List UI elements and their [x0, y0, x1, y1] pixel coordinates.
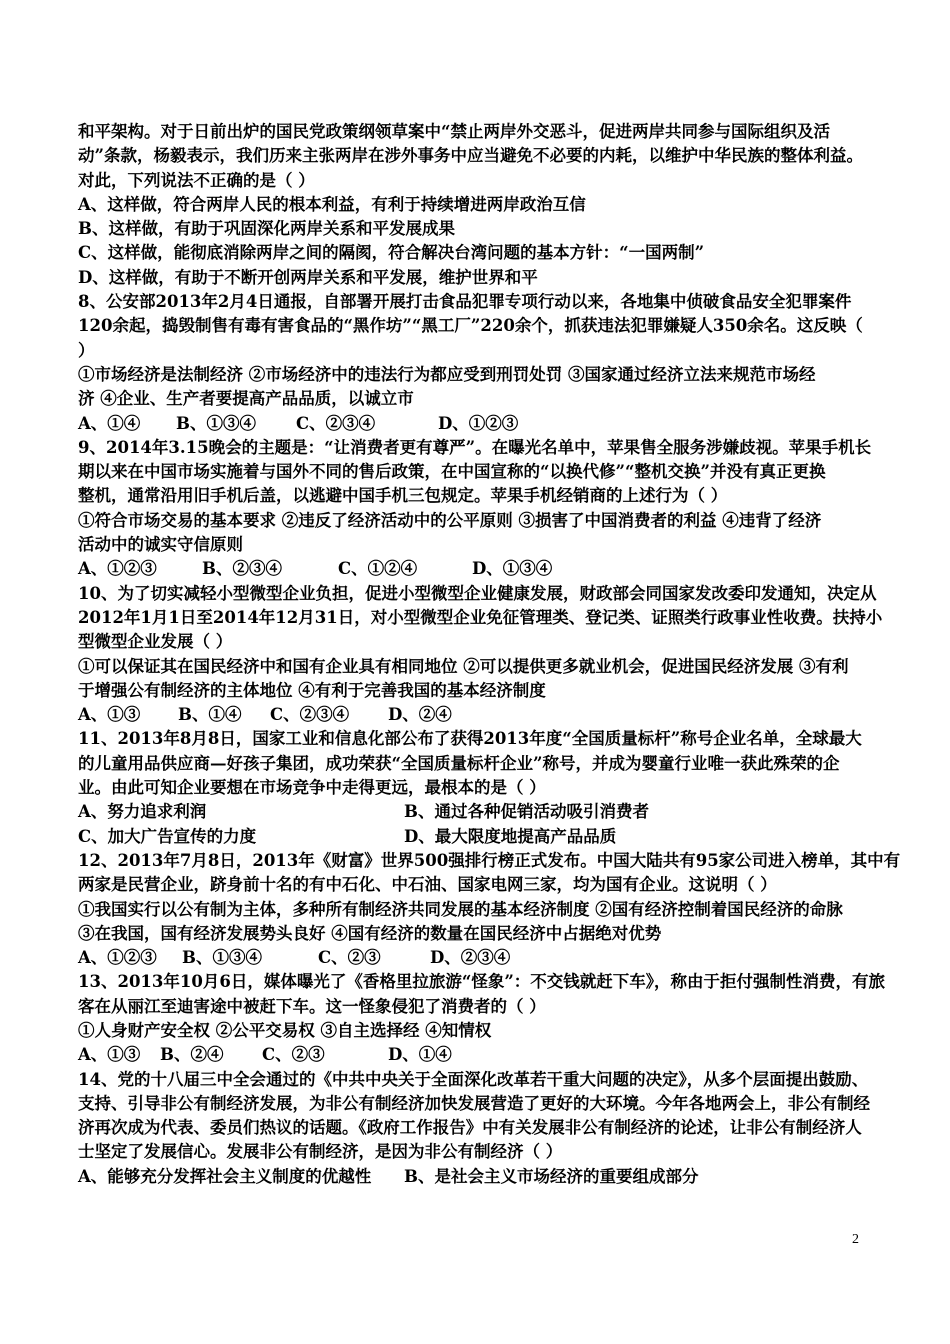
text-line: 动”条款，杨毅表示，我们历来主张两岸在涉外事务中应当避免不必要的内耗，以维护中华民族的整体利益。 [78, 146, 863, 166]
option-d: D、①③④ [472, 559, 553, 579]
statement-line: ①符合市场交易的基本要求 ②违反了经济活动中的公平原则 ③损害了中国消费者的利益 ④违背了经济 [78, 510, 822, 530]
question-line: 济再次成为代表、委员们热议的话题。《政府工作报告》中有关发展非公有制经济的论述，让非公有制经济人 [78, 1118, 862, 1138]
question-body [78, 120, 901, 1189]
question-line: 8、公安部2013年2月4日通报，自部署开展打击食品犯罪专项行动以来，各地集中侦破食品安全犯罪案件 [78, 292, 852, 312]
statement-line: ①市场经济是法制经济 ②市场经济中的违法行为都应受到刑罚处罚 ③国家通过经济立法来规范市场经 [78, 364, 816, 384]
answer-options [78, 1165, 878, 1189]
option-line: D、这样做，有助于不断开创两岸关系和平发展，维护世界和平 [78, 267, 538, 287]
option-a: A、①④ [78, 413, 141, 433]
option-b: B、②③④ [202, 559, 282, 579]
answer-options [78, 557, 878, 581]
option-c: C、②③④ [296, 413, 376, 433]
question-line: 客在从丽江至迪害途中被赶下车。这一怪象侵犯了消费者的（ ） [78, 996, 546, 1016]
option-c: C、②③④ [270, 705, 350, 725]
answer-options [78, 703, 878, 727]
option-d: D、①④ [388, 1045, 452, 1065]
question-line: 两家是民营企业，跻身前十名的有中石化、中石油、国家电网三家，均为国有企业。这说明（ ） [78, 875, 777, 895]
question-line: 的儿童用品供应商—好孩子集团，成功荣获“全国质量标杆企业”称号，并成为婴童行业唯一获此殊荣的企 [78, 753, 840, 773]
question-line: 14、党的十八届三中全会通过的《中共中央关于全面深化改革若干重大问题的决定》，从多个层面提出鼓励、 [78, 1069, 869, 1089]
answer-options [78, 800, 878, 824]
question-line: 支持、引导非公有制经济发展，为非公有制经济加快发展营造了更好的大环境。今年各地两会上，非公有制经 [78, 1093, 870, 1113]
answer-options [78, 825, 878, 849]
page-number: 2 [852, 1232, 859, 1247]
option-c: C、②③ [262, 1045, 325, 1065]
option-b: B、②④ [160, 1045, 224, 1065]
answer-options [78, 412, 878, 436]
option-line: B、这样做，有助于巩固深化两岸关系和平发展成果 [78, 219, 455, 239]
option-a: A、①③ [78, 705, 141, 725]
option-line: A、这样做，符合两岸人民的根本利益，有利于持续增进两岸政治互信 [78, 194, 586, 214]
question-line: 11、2013年8月8日，国家工业和信息化部公布了获得2013年度“全国质量标杆”称号企业名单，全球最大 [78, 729, 862, 749]
statement-line: 济 ④企业、生产者要提高产品品质，以诚立市 [78, 389, 414, 409]
text-line: 对此，下列说法不正确的是（ ） [78, 170, 315, 190]
option-a: A、①②③ [78, 948, 157, 968]
option-b: B、①③④ [182, 948, 262, 968]
option-b: B、①④ [178, 705, 242, 725]
option-d: D、①②③ [438, 413, 519, 433]
option-b: B、通过各种促销活动吸引消费者 [404, 802, 649, 822]
statement-line: ③在我国，国有经济发展势头良好 ④国有经济的数量在国民经济中占据绝对优势 [78, 923, 662, 943]
question-line: 业。由此可知企业要想在市场竞争中走得更远，最根本的是（ ） [78, 778, 546, 798]
question-line: 2012年1月1日至2014年12月31日，对小型微型企业免征管理类、登记类、证照类行政事业性收费。扶持小 [78, 607, 883, 627]
question-line: 13、2013年10月6日，媒体曝光了《香格里拉旅游“怪象”：不交钱就赶下车》，称由于拒付强制性消费，有旅 [78, 972, 886, 992]
option-c: C、①②④ [338, 559, 418, 579]
answer-options [78, 1043, 878, 1067]
question-line: 10、为了切实减轻小型微型企业负担，促进小型微型企业健康发展，财政部会同国家发改委印发通知，决定从 [78, 583, 877, 603]
question-line: 整机，通常沿用旧手机后盖，以逃避中国手机三包规定。苹果手机经销商的上述行为（ ） [78, 486, 728, 506]
option-d: D、最大限度地提高产品品质 [404, 826, 617, 846]
question-line: ） [78, 340, 95, 360]
option-d: D、②④ [388, 705, 452, 725]
option-a: A、努力追求利润 [78, 802, 207, 822]
statement-line: ①人身财产安全权 ②公平交易权 ③自主选择经 ④知情权 [78, 1020, 492, 1040]
answer-options [78, 946, 878, 970]
question-line: 120余起，捣毁制售有毒有害食品的“黑作坊”“黑工厂”220余个，抓获违法犯罪嫌疑人350余名。这反映（ [78, 316, 863, 336]
question-line: 9、2014年3.15晚会的主题是：“让消费者更有尊严”。在曝光名单中，苹果售全服务涉嫌歧视。苹果手机长 [78, 437, 872, 457]
question-line: 期以来在中国市场实施着与国外不同的售后政策，在中国宣称的“以换代修”“整机交换”并没有真正更换 [78, 462, 826, 482]
option-d: D、②③④ [430, 948, 511, 968]
question-line: 士坚定了发展信心。发展非公有制经济，是因为非公有制经济（ ） [78, 1142, 563, 1162]
option-b: B、①③④ [176, 413, 256, 433]
option-c: C、②③ [318, 948, 381, 968]
question-line: 12、2013年7月8日，2013年《财富》世界500强排行榜正式发布。中国大陆共有95家公司进入榜单，其中有 [78, 850, 901, 870]
statement-line: ①我国实行以公有制为主体，多种所有制经济共同发展的基本经济制度 ②国有经济控制着国民经济的命脉 [78, 899, 843, 919]
question-line: 型微型企业发展（ ） [78, 632, 233, 652]
option-a: A、能够充分发挥社会主义制度的优越性 [78, 1166, 372, 1186]
option-a: A、①③ [78, 1045, 141, 1065]
statement-line: 于增强公有制经济的主体地位 ④有利于完善我国的基本经济制度 [78, 680, 546, 700]
text-line: 和平架构。对于日前出炉的国民党政策纲领草案中“禁止两岸外交恶斗，促进两岸共同参与国际组织及活 [78, 122, 830, 141]
option-a: A、①②③ [78, 559, 157, 579]
statement-line: 活动中的诚实守信原则 [78, 535, 243, 555]
option-c: C、加大广告宣传的力度 [78, 826, 257, 846]
option-b: B、是社会主义市场经济的重要组成部分 [404, 1166, 699, 1186]
statement-line: ①可以保证其在国民经济中和国有企业具有相同地位 ②可以提供更多就业机会，促进国民经济发展 ③有利 [78, 656, 849, 676]
option-line: C、这样做，能彻底消除两岸之间的隔阂，符合解决台湾问题的基本方针：“一国两制” [78, 243, 705, 263]
